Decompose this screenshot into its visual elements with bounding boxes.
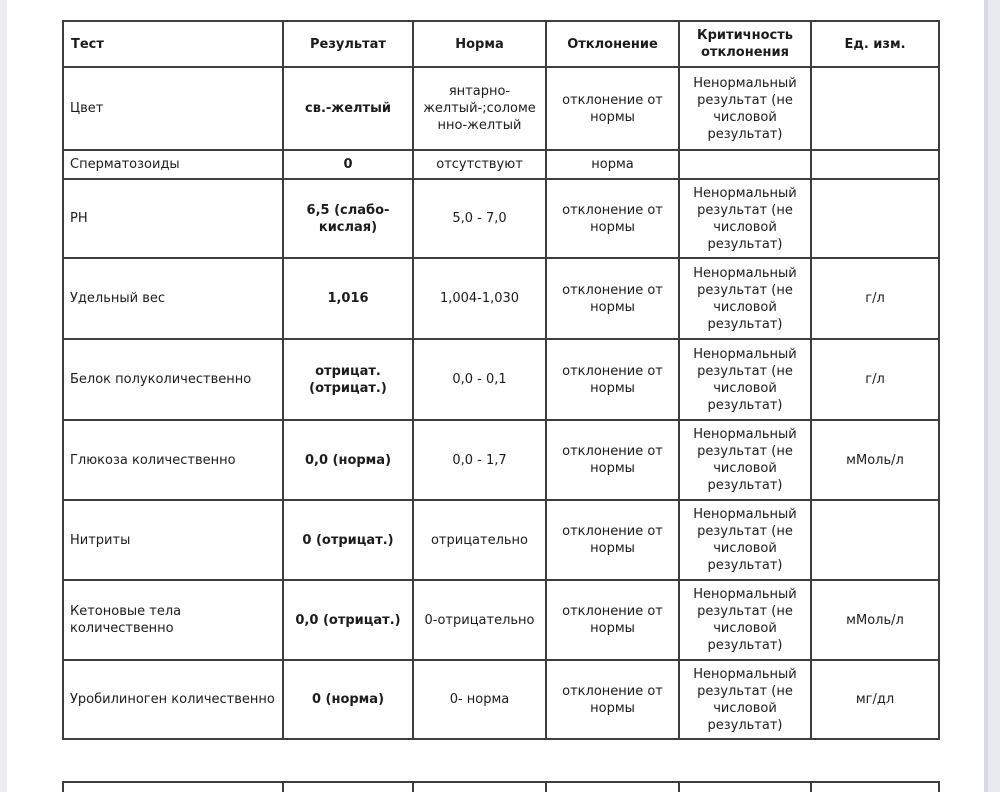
cell-norm: отрицательно <box>413 500 546 580</box>
cell-norm: янтарно-желтый-;соломенно-желтый <box>413 67 546 150</box>
cell-norm: 5,0 - 7,0 <box>413 179 546 258</box>
cell-test: Нитриты <box>63 500 283 580</box>
partial-cell <box>63 782 283 792</box>
cell-result: 6,5 (слабо-кислая) <box>283 179 413 258</box>
cell-criticality: Ненормальный результат (не числовой результат) <box>679 258 811 339</box>
partial-cell <box>413 782 546 792</box>
partial-cell <box>283 782 413 792</box>
cell-test: Белок полуколичественно <box>63 339 283 420</box>
table-row <box>63 150 939 179</box>
cell-result: св.-желтый <box>283 67 413 150</box>
cell-deviation: норма <box>546 150 679 179</box>
table-row <box>63 67 939 150</box>
table-row <box>63 660 939 739</box>
cell-result: отрицат. (отрицат.) <box>283 339 413 420</box>
cell-norm: 0,0 - 1,7 <box>413 420 546 500</box>
cell-criticality: Ненормальный результат (не числовой результат) <box>679 420 811 500</box>
cell-norm: 0- норма <box>413 660 546 739</box>
cell-criticality: Ненормальный результат (не числовой результат) <box>679 339 811 420</box>
cell-result: 0 (норма) <box>283 660 413 739</box>
column-header-criticality: Критичность отклонения <box>679 21 811 67</box>
cell-deviation: отклонение от нормы <box>546 179 679 258</box>
partial-cell <box>811 782 939 792</box>
cell-test: Сперматозоиды <box>63 150 283 179</box>
cell-criticality: Ненормальный результат (не числовой результат) <box>679 660 811 739</box>
table-row <box>63 179 939 258</box>
cell-result: 0 (отрицат.) <box>283 500 413 580</box>
page-edge-left <box>0 0 7 792</box>
cell-norm: 1,004-1,030 <box>413 258 546 339</box>
column-header-deviation: Отклонение <box>546 21 679 67</box>
column-header-result: Результат <box>283 21 413 67</box>
cell-norm: отсутствуют <box>413 150 546 179</box>
cell-criticality: Ненормальный результат (не числовой результат) <box>679 580 811 660</box>
cell-norm: 0,0 - 0,1 <box>413 339 546 420</box>
cell-unit: мМоль/л <box>811 420 939 500</box>
cell-test: Удельный вес <box>63 258 283 339</box>
partial-cell <box>679 782 811 792</box>
cell-criticality <box>679 150 811 179</box>
cell-unit: г/л <box>811 339 939 420</box>
cell-criticality: Ненормальный результат (не числовой результат) <box>679 67 811 150</box>
cell-deviation: отклонение от нормы <box>546 420 679 500</box>
table-row <box>63 339 939 420</box>
cell-test: Глюкоза количественно <box>63 420 283 500</box>
next-page-partial-row <box>62 781 940 792</box>
table-row <box>63 580 939 660</box>
cell-deviation: отклонение от нормы <box>546 339 679 420</box>
cell-deviation: отклонение от нормы <box>546 660 679 739</box>
cell-deviation: отклонение от нормы <box>546 500 679 580</box>
partial-cell <box>546 782 679 792</box>
cell-deviation: отклонение от нормы <box>546 580 679 660</box>
cell-result: 0,0 (норма) <box>283 420 413 500</box>
cell-unit: мМоль/л <box>811 580 939 660</box>
column-header-norm: Норма <box>413 21 546 67</box>
table-row <box>63 258 939 339</box>
cell-result: 0 <box>283 150 413 179</box>
cell-deviation: отклонение от нормы <box>546 67 679 150</box>
cell-unit <box>811 500 939 580</box>
table-row <box>63 500 939 580</box>
table-header-row <box>63 21 939 67</box>
cell-deviation: отклонение от нормы <box>546 258 679 339</box>
cell-result: 0,0 (отрицат.) <box>283 580 413 660</box>
column-header-unit: Ед. изм. <box>811 21 939 67</box>
cell-unit: г/л <box>811 258 939 339</box>
column-header-test: Тест <box>63 21 283 67</box>
table-row <box>63 420 939 500</box>
lab-results-table <box>62 20 940 740</box>
cell-test: Кетоновые тела количественно <box>63 580 283 660</box>
cell-unit <box>811 67 939 150</box>
cell-test: Уробилиноген количественно <box>63 660 283 739</box>
cell-unit <box>811 150 939 179</box>
cell-unit: мг/дл <box>811 660 939 739</box>
page-edge-right <box>984 0 1000 792</box>
cell-result: 1,016 <box>283 258 413 339</box>
cell-criticality: Ненормальный результат (не числовой результат) <box>679 500 811 580</box>
cell-test: PH <box>63 179 283 258</box>
partial-table-row <box>63 782 939 792</box>
cell-unit <box>811 179 939 258</box>
cell-norm: 0-отрицательно <box>413 580 546 660</box>
cell-criticality: Ненормальный результат (не числовой результат) <box>679 179 811 258</box>
cell-test: Цвет <box>63 67 283 150</box>
